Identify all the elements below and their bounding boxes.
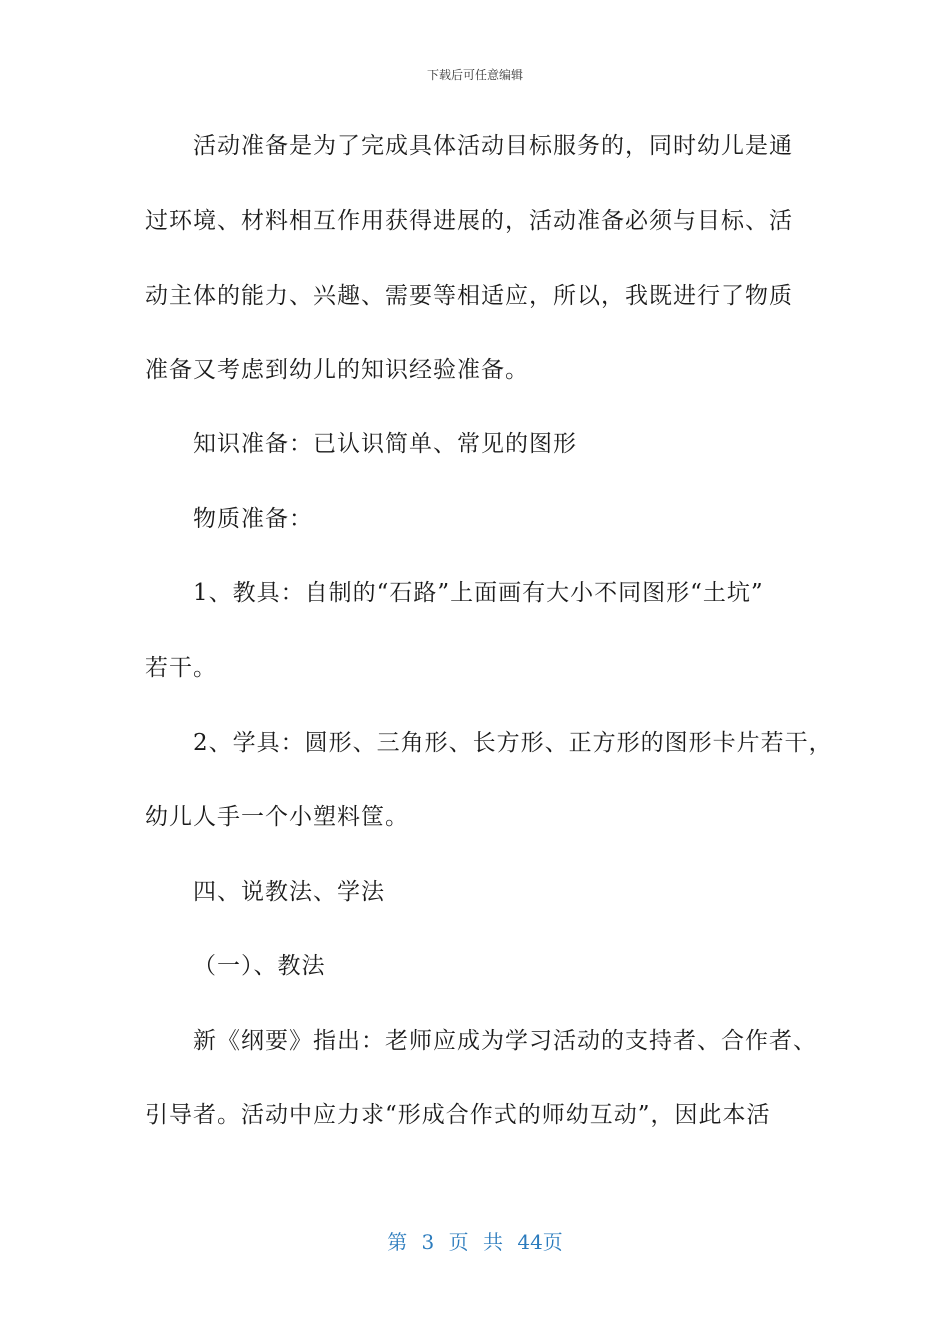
paragraph-line: 知识准备：已认识简单、常见的图形 (193, 431, 577, 457)
paragraph-line: 引导者。活动中应力求“形成合作式的师幼互动”，因此本活 (145, 1102, 771, 1128)
paragraph-line: 新《纲要》指出：老师应成为学习活动的支持者、合作者、 (193, 1028, 817, 1054)
section-heading: 四、说教法、学法 (193, 879, 385, 905)
paragraph-line: 若干。 (145, 655, 217, 681)
paragraph-line: 2、学具：圆形、三角形、长方形、正方形的图形卡片若干， (193, 730, 833, 756)
paragraph-line: 准备又考虑到幼儿的知识经验准备。 (145, 357, 529, 383)
paragraph-line: 动主体的能力、兴趣、需要等相适应，所以，我既进行了物质 (145, 283, 793, 309)
page-number-footer: 第 3 页 共 44页 (387, 1230, 563, 1254)
paragraph-line: 幼儿人手一个小塑料筐。 (145, 804, 409, 830)
paragraph-line: 物质准备： (193, 506, 313, 532)
paragraph-line: 活动准备是为了完成具体活动目标服务的，同时幼儿是通 (193, 133, 793, 159)
paragraph-line: 1、教具：自制的“石路”上面画有大小不同图形“土坑” (193, 580, 764, 606)
subsection-heading: （一）、教法 (193, 953, 326, 979)
page-header-note: 下载后可任意编辑 (426, 68, 523, 82)
paragraph-line: 过环境、材料相互作用获得进展的，活动准备必须与目标、活 (145, 208, 793, 234)
